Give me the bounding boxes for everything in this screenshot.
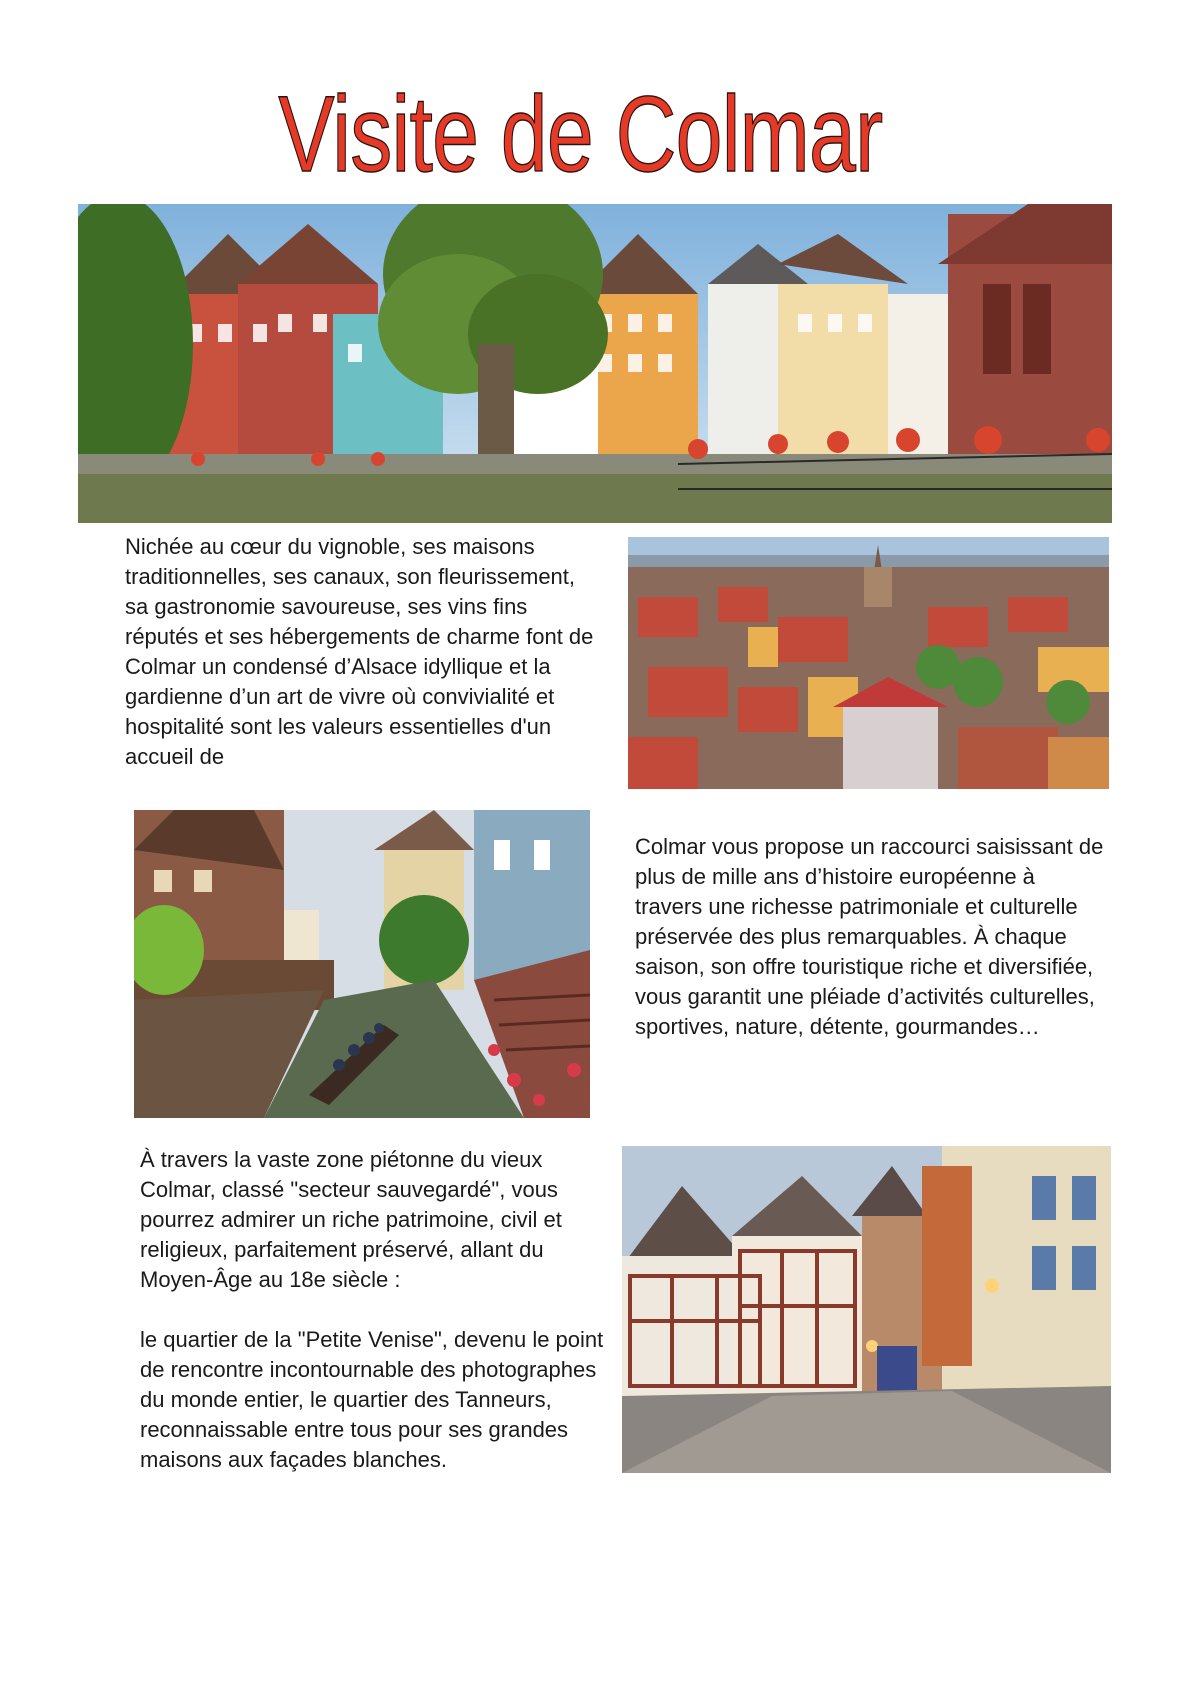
- aerial-photo: [628, 537, 1109, 789]
- hero-photo: [78, 204, 1112, 523]
- intro-paragraph: Nichée au cœur du vignoble, ses maisons traditionnelles, ses canaux, son fleurissement, sa gastronomie savoureuse, ses vins fins réputés et ses hébergements de charme font de Colmar un condensé d’Alsace idyllique et la gardienne d’un art de vivre où convivialité et hospitalité sont les valeurs essentielles d'un accueil de: [125, 534, 594, 769]
- street-photo: [622, 1146, 1111, 1473]
- history-paragraph: Colmar vous propose un raccourci saisissant de plus de mille ans d’histoire européenne à travers une richesse patrimoniale et culturelle préservée des plus remarquables. À chaque saison, son offre touristique riche et diversifiée, vous garantit une pléiade d’activités culturelles, sportives, nature, détente, gourmandes…: [635, 834, 1104, 1039]
- page-title: Visite de Colmar: [278, 73, 883, 194]
- venise-paragraph: le quartier de la "Petite Venise", devenu le point de rencontre incontournable des photographes du monde entier, le quartier des Tanneurs, reconnaissable entre tous pour ses grandes maisons aux façades blanches.: [140, 1327, 604, 1472]
- pedestrian-paragraph: À travers la vaste zone piétonne du vieux Colmar, classé "secteur sauvegardé", vous pourrez admirer un riche patrimoine, civil et religieux, parfaitement préservé, allant du Moyen-Âge au 18e siècle :: [140, 1147, 562, 1292]
- canal-photo: [134, 810, 590, 1118]
